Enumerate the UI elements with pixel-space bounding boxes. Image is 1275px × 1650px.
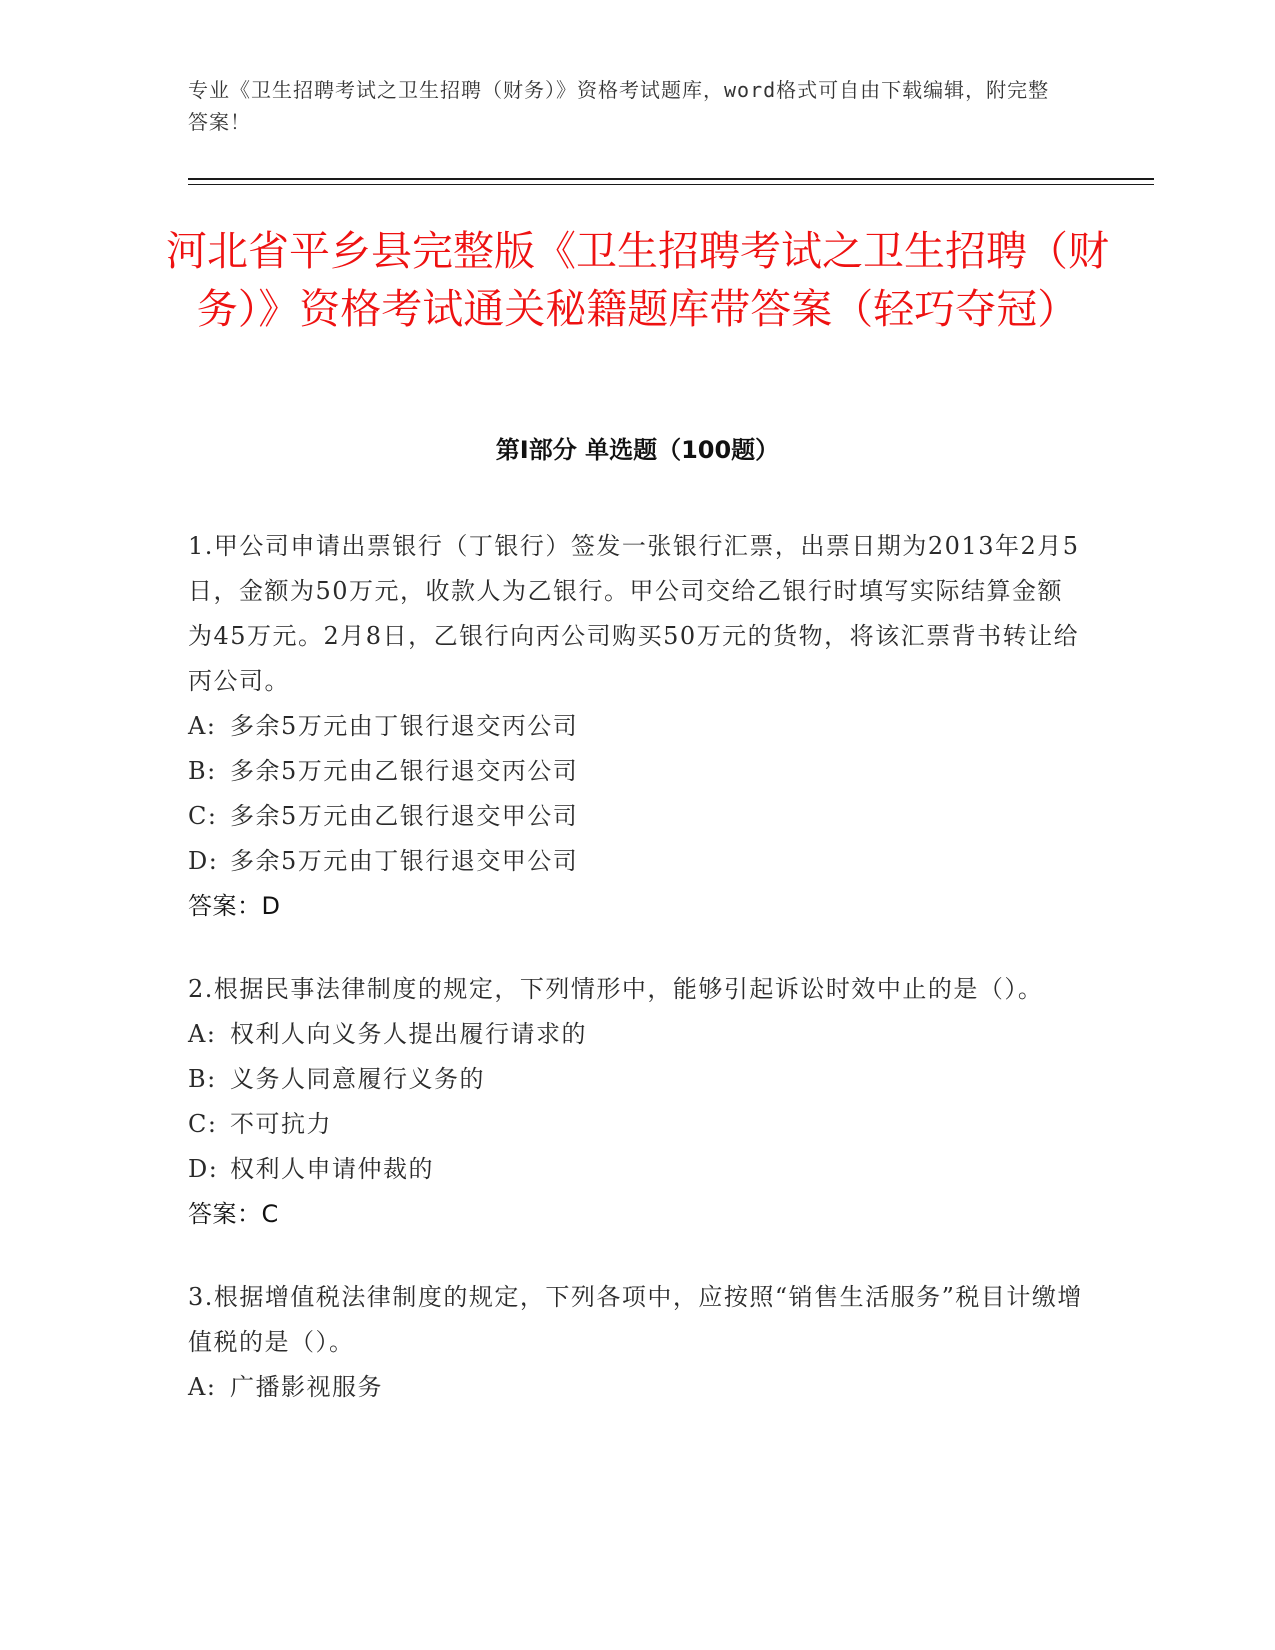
- option-letter: A:: [188, 1020, 217, 1048]
- question-2: [188, 967, 1088, 1237]
- option-d: [188, 1147, 1088, 1192]
- option-letter: D:: [188, 847, 219, 875]
- section-title: 第Ⅰ部分 单选题（100题）: [495, 436, 780, 464]
- option-text: 多余5万元由丁银行退交甲公司: [230, 847, 579, 875]
- option-text: 多余5万元由乙银行退交甲公司: [230, 802, 579, 830]
- option-c: [188, 1102, 1088, 1147]
- option-c: [188, 794, 1088, 839]
- document-title: 河北省平乡县完整版《卫生招聘考试之卫生招聘（财务）》资格考试通关秘籍题库带答案（轻巧夺冠）: [166, 227, 1109, 333]
- option-letter: B:: [188, 1065, 217, 1093]
- option-letter: A:: [188, 1373, 217, 1401]
- option-text: 义务人同意履行义务的: [230, 1065, 485, 1093]
- option-text: 多余5万元由丁银行退交丙公司: [230, 712, 579, 740]
- question-list: [188, 524, 1088, 1448]
- option-text: 权利人向义务人提出履行请求的: [230, 1020, 587, 1048]
- option-d: [188, 839, 1088, 884]
- option-text: 广播影视服务: [230, 1373, 383, 1401]
- header-divider-thick: [188, 178, 1154, 180]
- question-3: [188, 1275, 1088, 1410]
- option-letter: C:: [188, 1110, 218, 1138]
- option-a: [188, 704, 1088, 749]
- header-divider-thin: [188, 184, 1154, 185]
- option-b: [188, 749, 1088, 794]
- option-letter: D:: [188, 1155, 219, 1183]
- answer-line: 答案：D: [188, 892, 281, 920]
- option-text: 多余5万元由乙银行退交丙公司: [230, 757, 579, 785]
- question-stem: 3.根据增值税法律制度的规定，下列各项中，应按照“销售生活服务”税目计缴增值税的是（）。: [188, 1283, 1083, 1356]
- option-b: [188, 1057, 1088, 1102]
- option-letter: C:: [188, 802, 218, 830]
- option-text: 权利人申请仲裁的: [230, 1155, 434, 1183]
- option-text: 不可抗力: [230, 1110, 332, 1138]
- question-stem: 2.根据民事法律制度的规定，下列情形中，能够引起诉讼时效中止的是（）。: [188, 975, 1044, 1003]
- option-a: [188, 1365, 1088, 1410]
- option-a: [188, 1012, 1088, 1057]
- answer-line: 答案：C: [188, 1200, 279, 1228]
- page-header-note: 专业《卫生招聘考试之卫生招聘（财务）》资格考试题库，word格式可自由下载编辑，附完整答案！: [188, 78, 1050, 134]
- option-letter: B:: [188, 757, 217, 785]
- question-1: [188, 524, 1088, 929]
- option-letter: A:: [188, 712, 217, 740]
- question-stem: 1.甲公司申请出票银行（丁银行）签发一张银行汇票，出票日期为2013年2月5日，金额为50万元，收款人为乙银行。甲公司交给乙银行时填写实际结算金额为45万元。2月8日，乙银行向丙公司购买50万元的货物，将该汇票背书转让给丙公司。: [188, 532, 1080, 695]
